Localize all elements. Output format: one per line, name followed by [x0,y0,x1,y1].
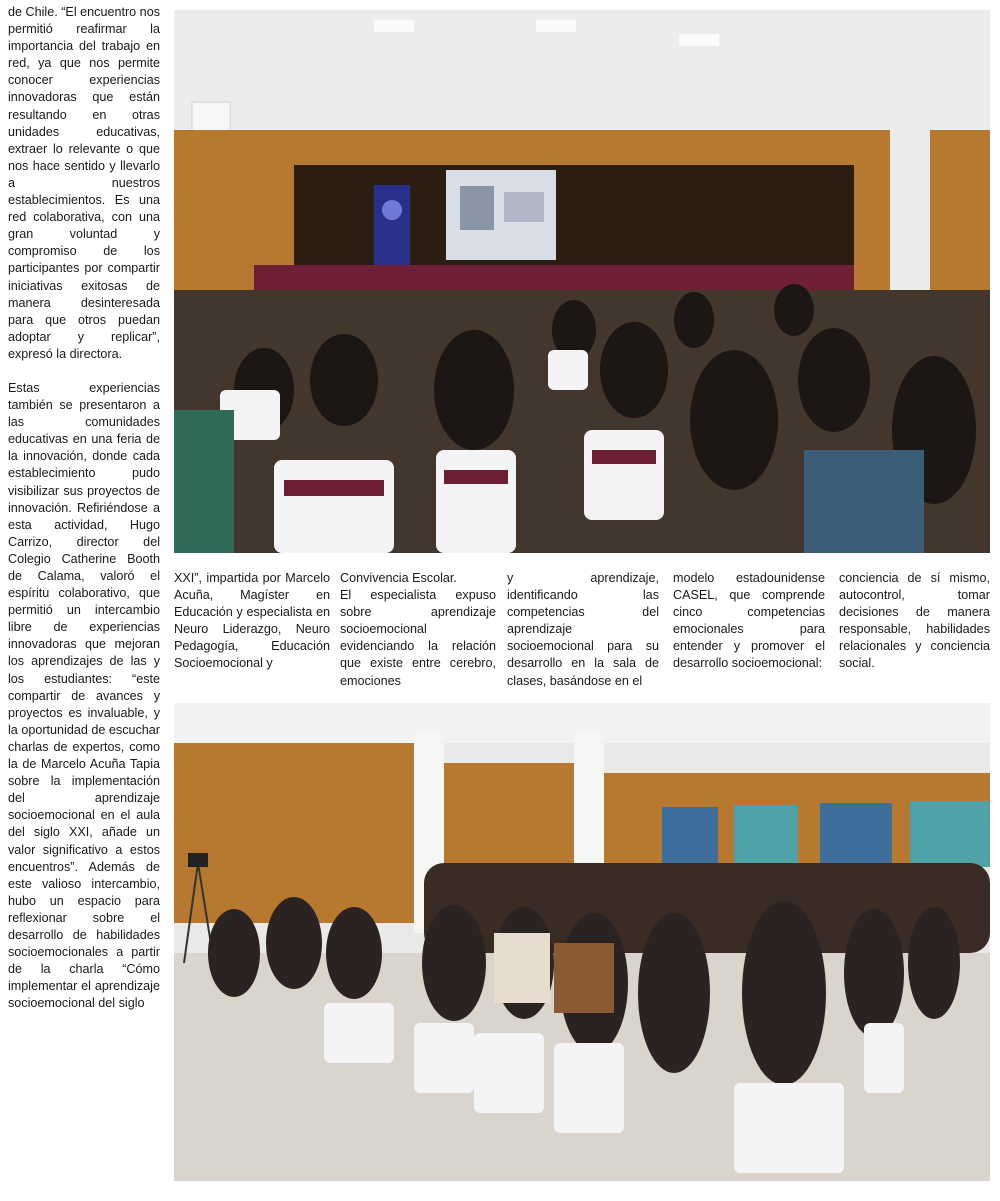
paragraph: Estas experiencias también se presentaron a las comunidades educativas en una feria de la innovación, donde cada establecimiento pudo visibilizar sus proyectos de innovación. Refiriéndose a esta actividad, Hugo Carrizo, director del Colegio Catherine Booth de Calama, valoró el espíritu colaborativo, que permitió un intercambio libre de experiencias innovadoras que mejoran los aprendizajes de las y los estudiantes: “este compartir de avances y proyectos es invaluable, y la oportunidad de escuchar charlas de expertos, como la de Marcelo Acuña Tapia sobre la implementación del aprendizaje socioemocional en el aula del siglo XXI, añade un valor significativo a estos encuentros”. Además de este valioso intercambio, hubo un espacio para reflexionar sobre el desarrollo de habilidades socioemocionales a partir de la charla “Cómo implementar el aprendizaje socioemocional del siglo [8,380,160,1011]
text-column-2: Convivencia Escolar. El especialista expuso sobre aprendizaje socioemocional evidenciando la relación que existe entre cerebro, emociones [340,571,496,688]
left-text-column [8,4,160,1012]
photo-auditorium-presentation [174,10,990,553]
text-column-4: modelo estadounidense CASEL, que comprende cinco competencias emocionales para entender y promover el desarrollo socioemocional: [673,571,825,671]
photo-seated-audience [174,703,990,1181]
paragraph: de Chile. “El encuentro nos permitió reafirmar la importancia del trabajo en red, ya que nos permite conocer experiencias innovadoras que están resultando en otras unidades educativas, extraer lo relevante o que nos hace sentido y llevarlo a nuestros establecimientos. Es una red colaborativa, con una gran voluntad y compromiso de los participantes por compartir iniciativas exitosas de manera desinteresada para que otros puedan adoptar y replicar”, expresó la directora. [8,5,160,361]
text-column-1: XXI”, impartida por Marcelo Acuña, Magíster en Educación y especialista en Neuro Liderazgo, Neuro Pedagogía, Educación Socioemocional y [174,571,330,671]
text-column-5: conciencia de sí mismo, autocontrol, tomar decisiones de manera responsable, habilidades relacionales y conciencia social. [839,571,990,671]
text-column-3: y aprendizaje, identificando las competencias del aprendizaje socioemocional para su desarrollo en la sala de clases, basándose en el [507,571,659,688]
